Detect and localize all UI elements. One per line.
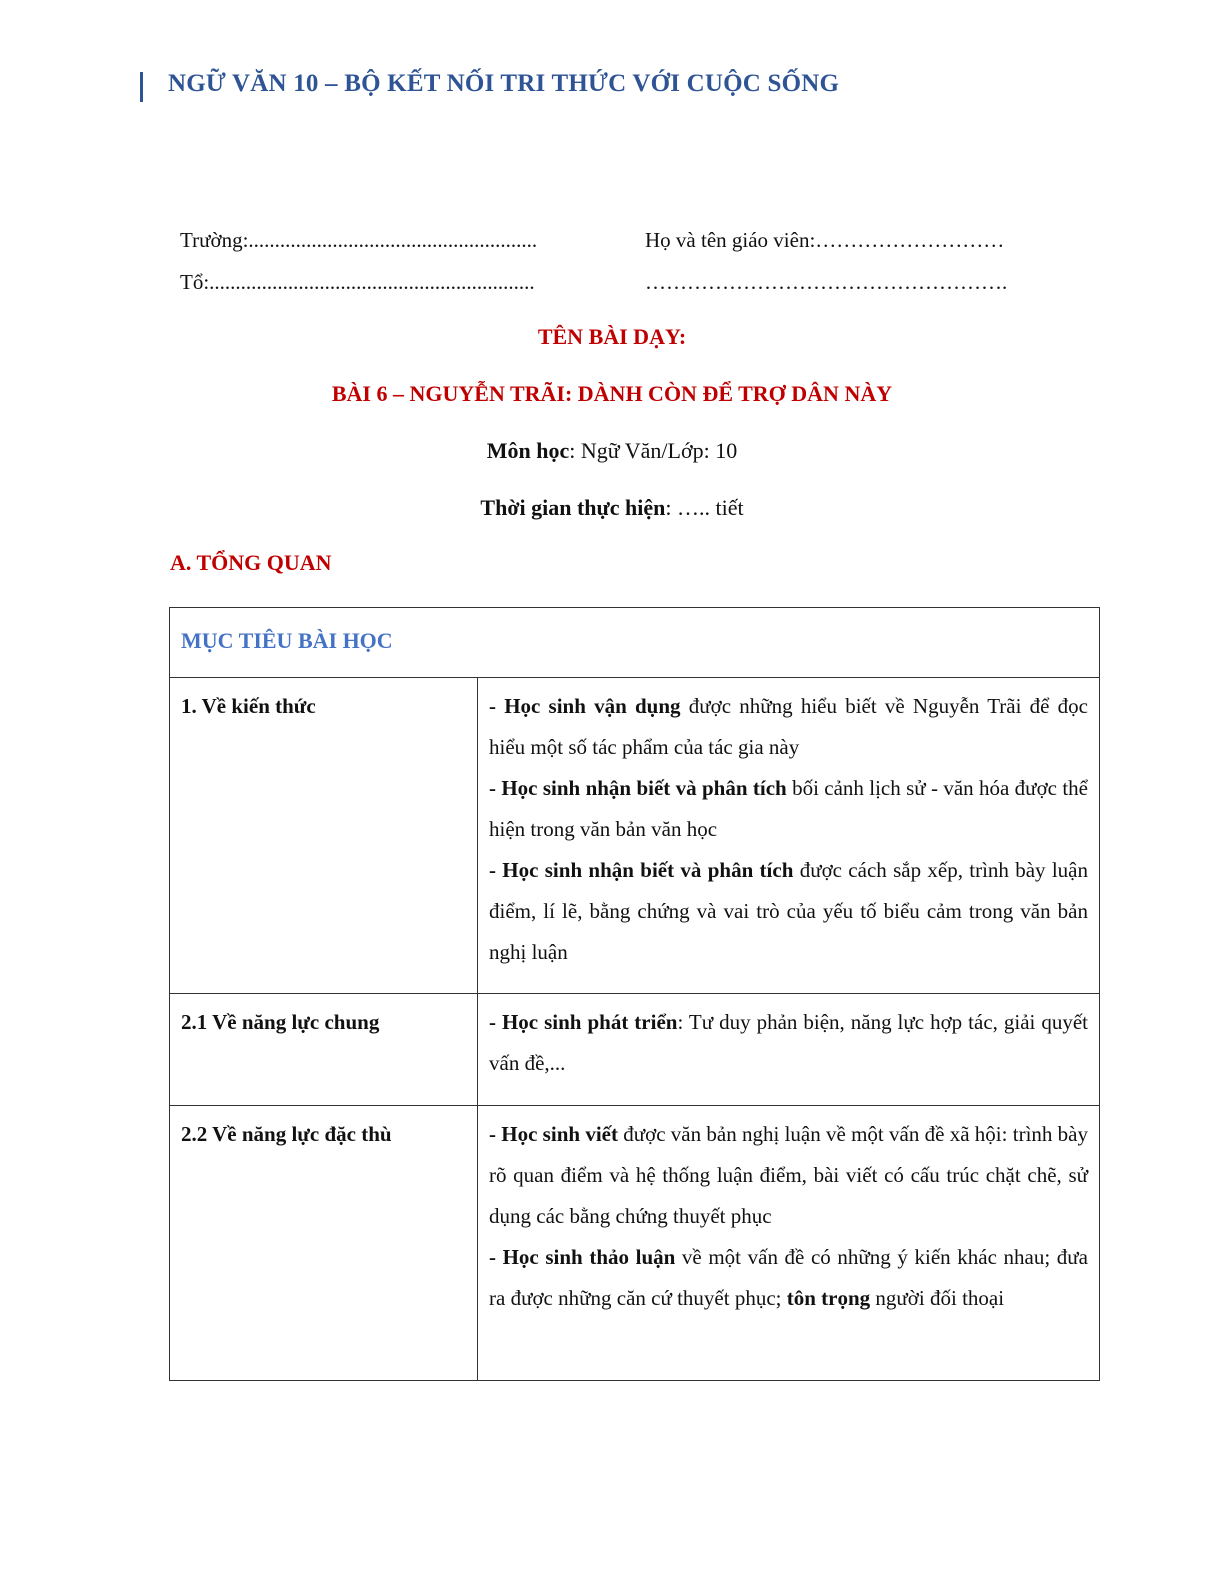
subject-label: Môn học	[486, 438, 570, 463]
list-item: - Học sinh viết được văn bản nghị luận về một vấn đề xã hội: trình bày rõ quan điểm và hệ thống luận điểm, bài viết có cấu trúc chặt chẽ, sử dụng các bằng chứng thuyết phục	[489, 1122, 1088, 1228]
group-field: Tổ:..............................................................	[180, 270, 535, 294]
subject-value: : Ngữ Văn/Lớp: 10	[569, 438, 738, 463]
table-header: MỤC TIÊU BÀI HỌC	[170, 608, 1100, 678]
teacher-name-continuation: …………………………………………….	[645, 270, 1008, 294]
row-label-specific-competence: 2.2 Về năng lực đặc thù	[170, 1106, 478, 1381]
table-row	[170, 678, 1100, 994]
lesson-name: BÀI 6 – NGUYỄN TRÃI: DÀNH CÒN ĐỂ TRỢ DÂN NÀY	[331, 381, 893, 406]
time-line	[0, 495, 1224, 521]
list-item: - Học sinh nhận biết và phân tích được cách sắp xếp, trình bày luận điểm, lí lẽ, bằng chứng và vai trò của yếu tố biểu cảm trong văn bản nghị luận	[489, 858, 1088, 964]
time-label: Thời gian thực hiện	[480, 495, 666, 520]
list-item: - Học sinh thảo luận về một vấn đề có những ý kiến khác nhau; đưa ra được những căn cứ thuyết phục; tôn trọng người đối thoại	[489, 1245, 1088, 1310]
header-accent-bar	[140, 72, 143, 102]
list-item: - Học sinh nhận biết và phân tích bối cảnh lịch sử - văn hóa được thể hiện trong văn bản văn học	[489, 776, 1089, 841]
document-header-title: NGỮ VĂN 10 – BỘ KẾT NỐI TRI THỨC VỚI CUỘC SỐNG	[168, 70, 840, 97]
teacher-name-field: Họ và tên giáo viên:………………………	[645, 228, 1005, 252]
list-item: - Học sinh vận dụng được những hiểu biết về Nguyễn Trãi để đọc hiểu một số tác phẩm của tác gia này	[489, 694, 1088, 759]
row-label-knowledge: 1. Về kiến thức	[170, 678, 478, 994]
section-a-heading: A. TỔNG QUAN	[170, 550, 332, 575]
objectives-table	[169, 607, 1100, 1381]
row-content-knowledge	[478, 678, 1100, 994]
school-field: Trường:.......................................................	[180, 228, 538, 252]
list-item: - Học sinh phát triển: Tư duy phản biện, năng lực hợp tác, giải quyết vấn đề,...	[489, 1010, 1088, 1075]
row-content-general-competence	[478, 994, 1100, 1106]
row-label-general-competence: 2.1 Về năng lực chung	[170, 994, 478, 1106]
table-row	[170, 994, 1100, 1106]
time-value: : ….. tiết	[665, 495, 744, 520]
lesson-label: TÊN BÀI DẠY:	[537, 324, 687, 349]
table-row	[170, 1106, 1100, 1381]
row-content-specific-competence	[478, 1106, 1100, 1381]
subject-line	[0, 438, 1224, 464]
table-header-row	[170, 608, 1100, 678]
